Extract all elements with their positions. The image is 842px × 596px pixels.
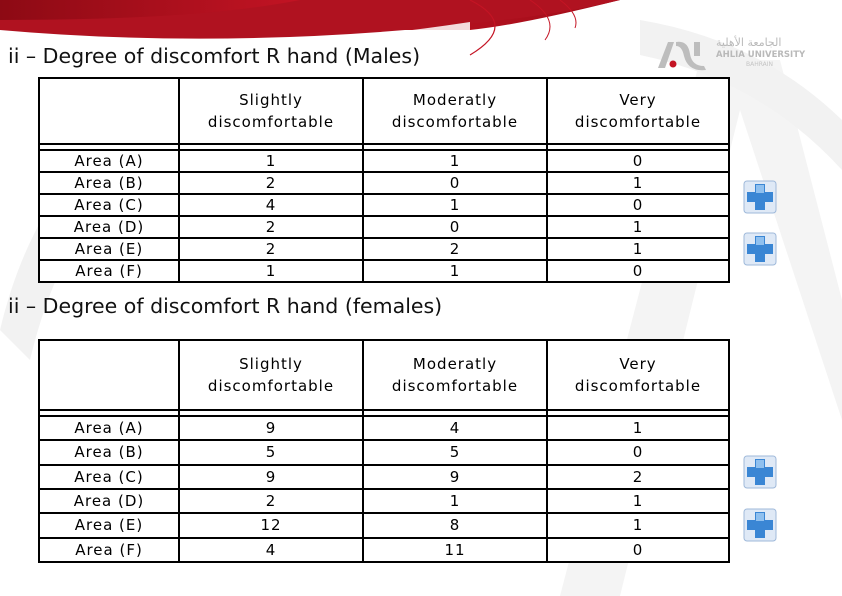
row-label: Area (F) bbox=[39, 260, 179, 282]
cell-value: 0 bbox=[363, 172, 547, 194]
cell-value: 5 bbox=[179, 440, 363, 464]
plus-icon[interactable] bbox=[743, 232, 777, 266]
cell-value: 4 bbox=[179, 538, 363, 562]
males-col-very: Very discomfortable bbox=[547, 78, 729, 144]
cell-value: 1 bbox=[547, 513, 729, 537]
table-row bbox=[39, 260, 729, 282]
cell-value: 9 bbox=[363, 465, 547, 489]
row-label: Area (C) bbox=[39, 194, 179, 216]
cell-value: 2 bbox=[179, 238, 363, 260]
cell-value: 1 bbox=[179, 150, 363, 172]
university-logo-icon bbox=[654, 36, 712, 72]
cell-value: 4 bbox=[179, 194, 363, 216]
table-row bbox=[39, 238, 729, 260]
females-header-row bbox=[39, 340, 729, 410]
females-col-moderatly: Moderatly discomfortable bbox=[363, 340, 547, 410]
cell-value: 8 bbox=[363, 513, 547, 537]
cell-value: 1 bbox=[547, 416, 729, 440]
cell-value: 0 bbox=[547, 194, 729, 216]
plus-icon[interactable] bbox=[743, 455, 777, 489]
row-label: Area (D) bbox=[39, 489, 179, 513]
cell-value: 5 bbox=[363, 440, 547, 464]
table-row bbox=[39, 416, 729, 440]
cell-value: 0 bbox=[547, 260, 729, 282]
row-label: Area (B) bbox=[39, 440, 179, 464]
row-label: Area (D) bbox=[39, 216, 179, 238]
females-discomfort-table bbox=[38, 339, 730, 563]
cell-value: 0 bbox=[547, 150, 729, 172]
table-row bbox=[39, 440, 729, 464]
cell-value: 2 bbox=[179, 216, 363, 238]
cell-value: 1 bbox=[547, 172, 729, 194]
cell-value: 0 bbox=[547, 440, 729, 464]
table-row bbox=[39, 538, 729, 562]
males-col-moderatly: Moderatly discomfortable bbox=[363, 78, 547, 144]
university-logo bbox=[654, 36, 840, 72]
row-label: Area (F) bbox=[39, 538, 179, 562]
cell-value: 9 bbox=[179, 465, 363, 489]
females-col-slightly: Slightly discomfortable bbox=[179, 340, 363, 410]
males-corner-cell bbox=[39, 78, 179, 144]
males-col-slightly: Slightly discomfortable bbox=[179, 78, 363, 144]
cell-value: 1 bbox=[363, 260, 547, 282]
cell-value: 1 bbox=[179, 260, 363, 282]
cell-value: 1 bbox=[363, 150, 547, 172]
table-row bbox=[39, 150, 729, 172]
cell-value: 9 bbox=[179, 416, 363, 440]
males-discomfort-table bbox=[38, 77, 730, 283]
cell-value: 11 bbox=[363, 538, 547, 562]
plus-icon[interactable] bbox=[743, 508, 777, 542]
cell-value: 0 bbox=[547, 538, 729, 562]
cell-value: 2 bbox=[363, 238, 547, 260]
row-label: Area (E) bbox=[39, 238, 179, 260]
cell-value: 1 bbox=[363, 194, 547, 216]
table-row bbox=[39, 216, 729, 238]
cell-value: 4 bbox=[363, 416, 547, 440]
table-row bbox=[39, 172, 729, 194]
females-col-very: Very discomfortable bbox=[547, 340, 729, 410]
cell-value: 2 bbox=[179, 489, 363, 513]
logo-english-text: AHLIA UNIVERSITY bbox=[716, 50, 806, 60]
cell-value: 0 bbox=[363, 216, 547, 238]
cell-value: 1 bbox=[547, 238, 729, 260]
row-label: Area (E) bbox=[39, 513, 179, 537]
cell-value: 12 bbox=[179, 513, 363, 537]
table-row bbox=[39, 513, 729, 537]
females-corner-cell bbox=[39, 340, 179, 410]
males-header-row bbox=[39, 78, 729, 144]
cell-value: 1 bbox=[547, 489, 729, 513]
row-label: Area (C) bbox=[39, 465, 179, 489]
cell-value: 1 bbox=[547, 216, 729, 238]
logo-sub-text: BAHRAIN bbox=[746, 61, 774, 68]
males-table-title: ii – Degree of discomfort R hand (Males) bbox=[8, 44, 421, 68]
plus-icon[interactable] bbox=[743, 180, 777, 214]
table-row bbox=[39, 465, 729, 489]
row-label: Area (B) bbox=[39, 172, 179, 194]
cell-value: 2 bbox=[547, 465, 729, 489]
row-label: Area (A) bbox=[39, 416, 179, 440]
cell-value: 2 bbox=[179, 172, 363, 194]
logo-arabic-text: الجامعة الأهلية bbox=[716, 36, 782, 49]
females-table-title: ii – Degree of discomfort R hand (females) bbox=[8, 294, 443, 318]
row-label: Area (A) bbox=[39, 150, 179, 172]
cell-value: 1 bbox=[363, 489, 547, 513]
table-row bbox=[39, 194, 729, 216]
table-row bbox=[39, 489, 729, 513]
